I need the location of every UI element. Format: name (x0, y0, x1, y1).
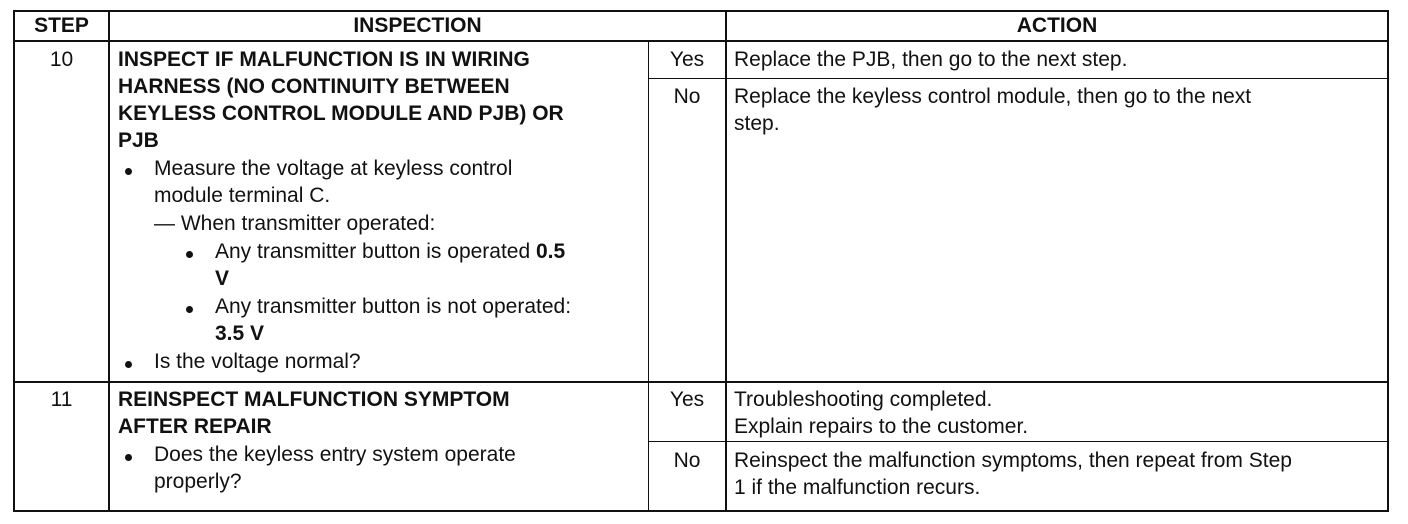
title-line: INSPECT IF MALFUNCTION IS IN WIRING (118, 48, 530, 71)
table-border-left (13, 10, 15, 512)
row-divider (13, 381, 1389, 383)
yes-action: Replace the PJB, then go to the next step. (734, 48, 1128, 71)
no-action-line: step. (734, 112, 780, 135)
spec-value-unit: V (215, 267, 230, 290)
inspection-question: Is the voltage normal? (154, 350, 361, 373)
spec-text: Any transmitter button is not operated: (215, 295, 572, 318)
title-line: KEYLESS CONTROL MODULE AND PJB) OR (118, 102, 564, 125)
no-action-line: Reinspect the malfunction symptoms, then repeat from Step (734, 449, 1292, 472)
no-label: No (673, 85, 701, 108)
header-inspection: INSPECTION (353, 14, 482, 37)
step-number: 11 (50, 388, 73, 411)
header-action: ACTION (1016, 14, 1098, 37)
title-line: PJB (118, 129, 159, 152)
yes-no-divider-10 (648, 78, 1389, 79)
bullet-icon (186, 306, 193, 313)
condition-heading: — When transmitter operated: (154, 212, 436, 235)
table-border-right (1387, 10, 1389, 512)
col-divider-action (725, 10, 727, 512)
spec-value: 3.5 V (215, 322, 265, 345)
spec-line (215, 238, 565, 265)
no-action-line: Replace the keyless control module, then go to the next (734, 85, 1252, 108)
bullet-icon (186, 251, 193, 258)
inspection-question: properly? (154, 470, 242, 493)
yes-action-line: Troubleshooting completed. (734, 388, 993, 411)
no-action-line: 1 if the malfunction recurs. (734, 476, 981, 499)
title-line: AFTER REPAIR (118, 415, 272, 438)
step-number: 10 (49, 48, 74, 71)
inspection-table (13, 10, 1389, 512)
inspection-step-text: Measure the voltage at keyless control (154, 157, 513, 180)
no-label: No (673, 449, 701, 472)
col-divider-step (108, 10, 110, 512)
bullet-icon (125, 168, 132, 175)
title-line: HARNESS (NO CONTINUITY BETWEEN (118, 75, 510, 98)
spec-text: Any transmitter button is operated (215, 240, 536, 263)
yes-action-line: Explain repairs to the customer. (734, 415, 1029, 438)
header-divider (13, 40, 1389, 42)
table-border-bottom (13, 510, 1389, 512)
bullet-icon (125, 361, 132, 368)
header-step: STEP (34, 14, 89, 37)
bullet-icon (125, 454, 132, 461)
yes-label: Yes (669, 388, 705, 411)
title-line: REINSPECT MALFUNCTION SYMPTOM (118, 388, 510, 411)
yes-label: Yes (669, 48, 705, 71)
inspection-question: Does the keyless entry system operate (154, 443, 516, 466)
inspection-step-text: module terminal C. (154, 184, 331, 207)
yes-no-divider-11 (648, 441, 1389, 442)
spec-value: 0.5 (536, 240, 566, 263)
